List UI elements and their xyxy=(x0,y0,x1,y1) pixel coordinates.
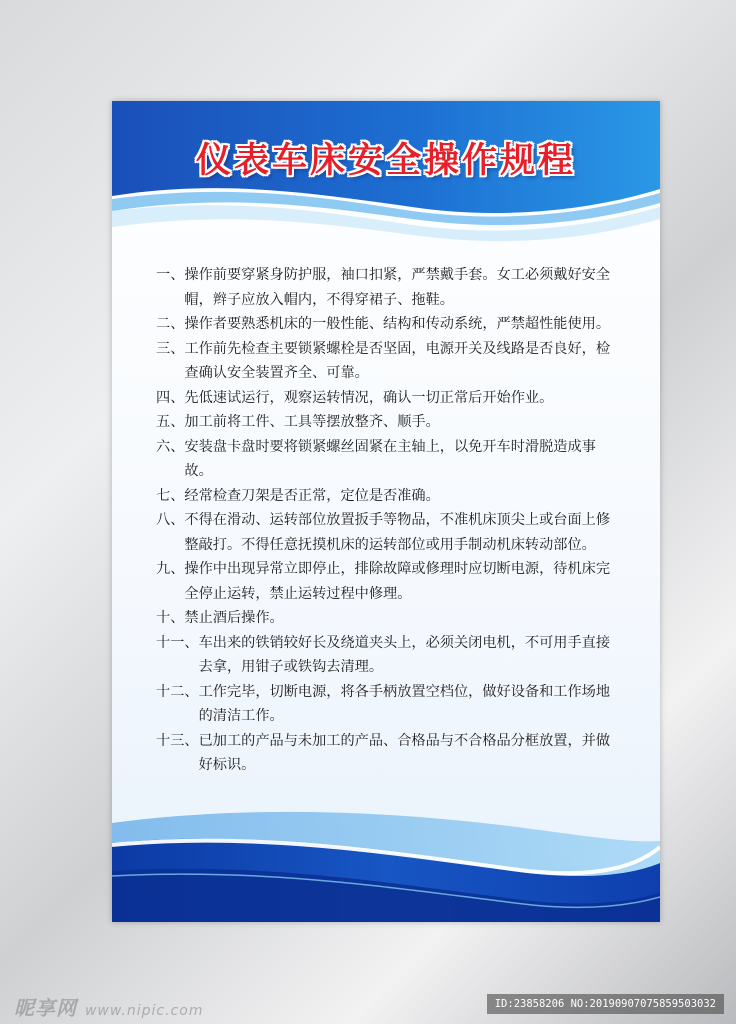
rule-number: 十一、 xyxy=(156,634,199,651)
rule-item xyxy=(156,435,624,484)
rule-text: 工作前先检查主要锁紧螺栓是否坚固，电源开关及线路是否良好，检查确认安全装置齐全、可靠。 xyxy=(184,340,611,381)
rule-text: 操作者要熟悉机床的一般性能、结构和传动系统，严禁超性能使用。 xyxy=(184,316,611,332)
rule-text: 不得在滑动、运转部位放置扳手等物品，不准机床顶尖上或台面上修整敲打。不得任意抚摸机床的运转部位或用手制动机床转动部位。 xyxy=(184,512,611,553)
rule-item xyxy=(156,386,624,411)
rule-text: 加工前将工件、工具等摆放整齐、顺手。 xyxy=(184,414,440,430)
rule-text: 先低速试运行，观察运转情况，确认一切正常后开始作业。 xyxy=(184,389,554,406)
rule-item xyxy=(156,484,624,509)
rule-item xyxy=(156,606,624,631)
rule-text: 已加工的产品与未加工的产品、合格品与不合格品分框放置，并做好标识。 xyxy=(198,732,611,773)
rule-item xyxy=(156,680,624,729)
rule-text: 操作中出现异常立即停止，排除故障或修理时应切断电源，待机床完全停止运转，禁止运转过程中修理。 xyxy=(184,561,611,602)
rule-item xyxy=(156,410,624,435)
rule-number: 十、 xyxy=(156,610,185,626)
image-id-bar: ID:23858206 NO:20190907075859503032 xyxy=(487,994,724,1014)
rule-text: 安装盘卡盘时要将锁紧螺丝固紧在主轴上，以免开车时滑脱造成事故。 xyxy=(184,438,596,479)
watermark-logo-text: 昵享网 xyxy=(14,996,77,1020)
rule-item xyxy=(156,337,624,386)
watermark-logo xyxy=(14,992,203,1021)
rule-number: 十三、 xyxy=(156,732,199,749)
rule-number: 六、 xyxy=(156,438,185,455)
rule-number: 一、 xyxy=(156,267,185,283)
rule-number: 十二、 xyxy=(156,683,199,700)
rule-number: 四、 xyxy=(156,389,185,406)
rule-text: 车出来的铁销较好长及绕道夹头上，必须关闭电机，不可用手直接去拿，用钳子或铁钩去清理。 xyxy=(198,634,611,675)
rules-list xyxy=(156,263,624,778)
rule-number: 七、 xyxy=(156,487,185,504)
rule-text: 经常检查刀架是否正常，定位是否准确。 xyxy=(184,487,440,504)
rule-item xyxy=(156,263,624,312)
rule-item xyxy=(156,312,624,337)
rule-item xyxy=(156,557,624,606)
rule-text: 禁止酒后操作。 xyxy=(184,610,284,626)
rule-item xyxy=(156,508,624,557)
rule-item xyxy=(156,729,624,778)
rule-number: 五、 xyxy=(156,414,185,430)
rule-number: 八、 xyxy=(156,512,185,528)
rule-number: 三、 xyxy=(156,340,185,357)
rule-number: 二、 xyxy=(156,316,185,332)
watermark-domain: www.nipic.com xyxy=(84,1003,204,1019)
rule-text: 工作完毕，切断电源，将各手柄放置空档位，做好设备和工作场地的清洁工作。 xyxy=(198,683,611,724)
rule-number: 九、 xyxy=(156,561,185,577)
safety-poster xyxy=(112,101,660,922)
rule-text: 操作前要穿紧身防护服，袖口扣紧，严禁戴手套。女工必须戴好安全帽，辫子应放入帽内，不得穿裙子、拖鞋。 xyxy=(184,267,611,308)
rule-item xyxy=(156,631,624,680)
poster-title: 仪表车床安全操作规程 xyxy=(195,141,576,181)
